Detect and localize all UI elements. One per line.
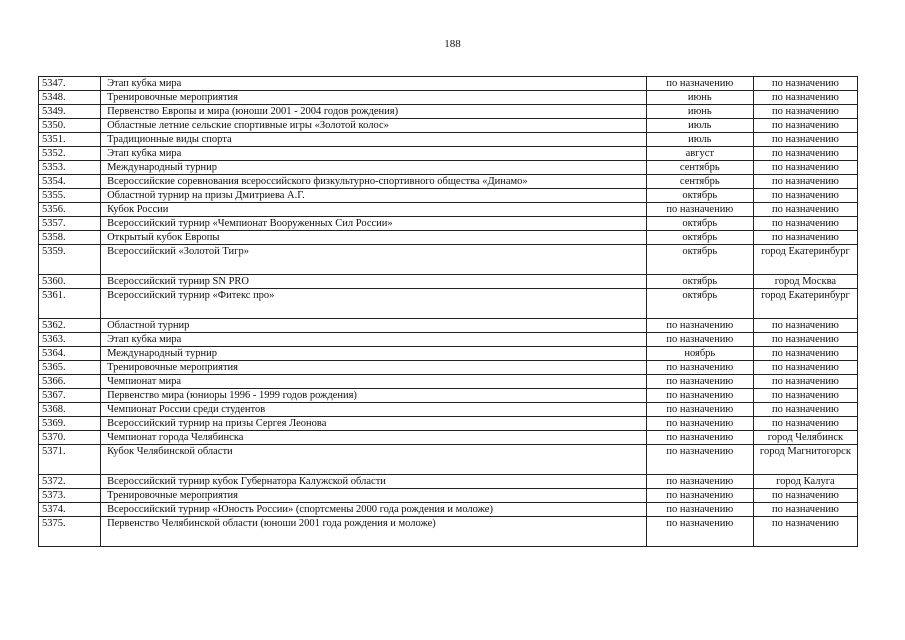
table-row: [39, 431, 858, 445]
row-number: 5374.: [39, 503, 101, 517]
table-row: [39, 445, 858, 475]
event-name: Всероссийский турнир «Юность России» (спортсмены 2000 года рождения и моложе): [101, 503, 647, 517]
row-number: 5360.: [39, 275, 101, 289]
table-row: [39, 389, 858, 403]
row-number: 5369.: [39, 417, 101, 431]
event-date: сентябрь: [646, 161, 753, 175]
table-row: [39, 189, 858, 203]
event-date: июль: [646, 119, 753, 133]
table-row: [39, 175, 858, 189]
table-row: [39, 203, 858, 217]
event-name: Чемпионат России среди студентов: [101, 403, 647, 417]
row-number: 5363.: [39, 333, 101, 347]
event-place: по назначению: [753, 403, 857, 417]
event-place: по назначению: [753, 347, 857, 361]
event-place: по назначению: [753, 333, 857, 347]
event-name: Всероссийский турнир на призы Сергея Леонова: [101, 417, 647, 431]
row-number: 5370.: [39, 431, 101, 445]
event-date: по назначению: [646, 503, 753, 517]
event-place: по назначению: [753, 105, 857, 119]
table-row: [39, 403, 858, 417]
event-name: Первенство мира (юниоры 1996 - 1999 годов рождения): [101, 389, 647, 403]
row-number: 5371.: [39, 445, 101, 475]
event-place: по назначению: [753, 203, 857, 217]
event-place: по назначению: [753, 389, 857, 403]
event-date: по назначению: [646, 319, 753, 333]
table-row: [39, 231, 858, 245]
row-number: 5350.: [39, 119, 101, 133]
event-date: октябрь: [646, 275, 753, 289]
event-place: город Екатеринбург: [753, 245, 857, 275]
row-number: 5356.: [39, 203, 101, 217]
page-number: 188: [444, 38, 461, 50]
event-date: по назначению: [646, 375, 753, 389]
row-number: 5357.: [39, 217, 101, 231]
event-name: Первенство Европы и мира (юноши 2001 - 2004 годов рождения): [101, 105, 647, 119]
event-date: октябрь: [646, 245, 753, 275]
event-place: по назначению: [753, 517, 857, 547]
events-table: [38, 76, 858, 547]
event-date: по назначению: [646, 203, 753, 217]
event-place: по назначению: [753, 133, 857, 147]
event-date: по назначению: [646, 517, 753, 547]
event-date: по назначению: [646, 445, 753, 475]
event-name: Кубок России: [101, 203, 647, 217]
event-name: Открытый кубок Европы: [101, 231, 647, 245]
table-row: [39, 217, 858, 231]
event-date: по назначению: [646, 389, 753, 403]
event-name: Этап кубка мира: [101, 77, 647, 91]
row-number: 5359.: [39, 245, 101, 275]
event-name: Тренировочные мероприятия: [101, 361, 647, 375]
event-name: Всероссийские соревнования всероссийского физкультурно-спортивного общества «Динамо»: [101, 175, 647, 189]
event-name: Чемпионат города Челябинска: [101, 431, 647, 445]
event-name: Всероссийский турнир «Фитекс про»: [101, 289, 647, 319]
table-row: [39, 289, 858, 319]
event-place: по назначению: [753, 161, 857, 175]
event-date: по назначению: [646, 77, 753, 91]
event-place: по назначению: [753, 119, 857, 133]
row-number: 5348.: [39, 91, 101, 105]
row-number: 5349.: [39, 105, 101, 119]
event-date: по назначению: [646, 489, 753, 503]
table-row: [39, 275, 858, 289]
row-number: 5352.: [39, 147, 101, 161]
row-number: 5354.: [39, 175, 101, 189]
table-row: [39, 489, 858, 503]
event-name: Областной турнир: [101, 319, 647, 333]
event-date: ноябрь: [646, 347, 753, 361]
row-number: 5362.: [39, 319, 101, 333]
event-name: Чемпионат мира: [101, 375, 647, 389]
table-row: [39, 319, 858, 333]
event-name: Первенство Челябинской области (юноши 2001 года рождения и моложе): [101, 517, 647, 547]
row-number: 5365.: [39, 361, 101, 375]
event-date: по назначению: [646, 333, 753, 347]
table-row: [39, 161, 858, 175]
table-row: [39, 91, 858, 105]
event-place: по назначению: [753, 147, 857, 161]
event-place: по назначению: [753, 91, 857, 105]
event-place: город Москва: [753, 275, 857, 289]
event-place: по назначению: [753, 503, 857, 517]
event-date: по назначению: [646, 475, 753, 489]
event-name: Областной турнир на призы Дмитриева А.Г.: [101, 189, 647, 203]
event-date: по назначению: [646, 361, 753, 375]
event-place: по назначению: [753, 175, 857, 189]
row-number: 5361.: [39, 289, 101, 319]
row-number: 5367.: [39, 389, 101, 403]
event-place: по назначению: [753, 319, 857, 333]
event-date: июль: [646, 133, 753, 147]
event-name: Кубок Челябинской области: [101, 445, 647, 475]
table-row: [39, 245, 858, 275]
event-date: октябрь: [646, 289, 753, 319]
event-place: город Калуга: [753, 475, 857, 489]
table-row: [39, 147, 858, 161]
row-number: 5375.: [39, 517, 101, 547]
event-place: по назначению: [753, 77, 857, 91]
event-name: Традиционные виды спорта: [101, 133, 647, 147]
event-date: октябрь: [646, 189, 753, 203]
event-date: по назначению: [646, 417, 753, 431]
table-row: [39, 503, 858, 517]
row-number: 5353.: [39, 161, 101, 175]
event-place: по назначению: [753, 217, 857, 231]
table-row: [39, 133, 858, 147]
table-row: [39, 347, 858, 361]
event-name: Всероссийский «Золотой Тигр»: [101, 245, 647, 275]
event-date: июнь: [646, 91, 753, 105]
event-place: по назначению: [753, 375, 857, 389]
event-date: октябрь: [646, 231, 753, 245]
event-date: сентябрь: [646, 175, 753, 189]
table-row: [39, 119, 858, 133]
event-name: Тренировочные мероприятия: [101, 489, 647, 503]
row-number: 5347.: [39, 77, 101, 91]
table-row: [39, 105, 858, 119]
event-date: июнь: [646, 105, 753, 119]
table-row: [39, 333, 858, 347]
row-number: 5355.: [39, 189, 101, 203]
event-name: Международный турнир: [101, 161, 647, 175]
event-date: октябрь: [646, 217, 753, 231]
table-row: [39, 475, 858, 489]
table-row: [39, 375, 858, 389]
table-row: [39, 417, 858, 431]
event-date: по назначению: [646, 403, 753, 417]
event-place: город Челябинск: [753, 431, 857, 445]
row-number: 5351.: [39, 133, 101, 147]
event-place: по назначению: [753, 361, 857, 375]
event-name: Всероссийский турнир SN PRO: [101, 275, 647, 289]
event-place: по назначению: [753, 489, 857, 503]
row-number: 5364.: [39, 347, 101, 361]
event-date: август: [646, 147, 753, 161]
table-row: [39, 361, 858, 375]
event-place: город Магнитогорск: [753, 445, 857, 475]
event-place: по назначению: [753, 417, 857, 431]
event-name: Всероссийский турнир «Чемпионат Вооруженных Сил России»: [101, 217, 647, 231]
row-number: 5373.: [39, 489, 101, 503]
table-row: [39, 517, 858, 547]
table-row: [39, 77, 858, 91]
event-place: город Екатеринбург: [753, 289, 857, 319]
event-name: Тренировочные мероприятия: [101, 91, 647, 105]
event-name: Международный турнир: [101, 347, 647, 361]
row-number: 5366.: [39, 375, 101, 389]
event-name: Областные летние сельские спортивные игры «Золотой колос»: [101, 119, 647, 133]
event-place: по назначению: [753, 189, 857, 203]
row-number: 5358.: [39, 231, 101, 245]
row-number: 5368.: [39, 403, 101, 417]
row-number: 5372.: [39, 475, 101, 489]
event-name: Этап кубка мира: [101, 147, 647, 161]
event-name: Этап кубка мира: [101, 333, 647, 347]
event-date: по назначению: [646, 431, 753, 445]
event-name: Всероссийский турнир кубок Губернатора Калужской области: [101, 475, 647, 489]
event-place: по назначению: [753, 231, 857, 245]
